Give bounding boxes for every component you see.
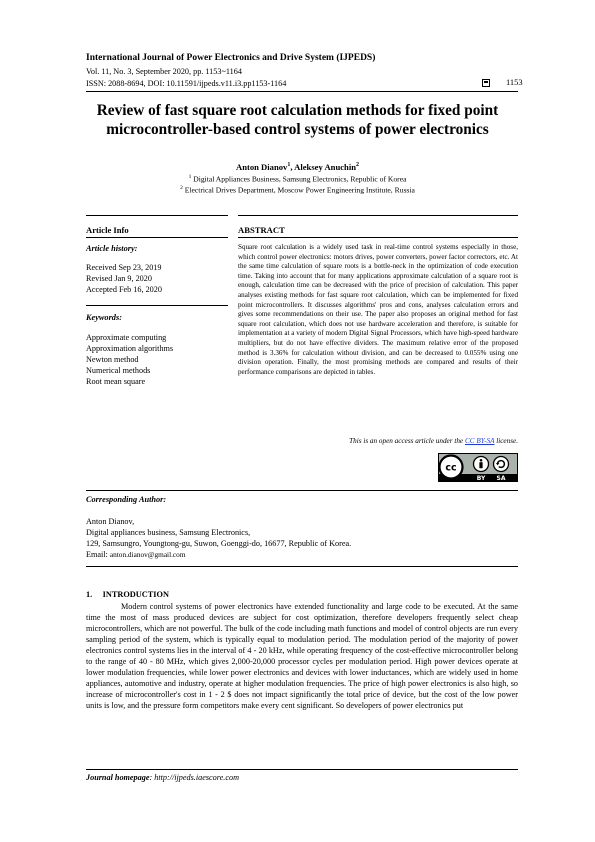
keyword-item: Approximation algorithms <box>86 344 174 353</box>
author-1-sup: 1 <box>287 162 291 169</box>
volume-line: Vol. 11, No. 3, September 2020, pp. 1153~1164 <box>86 67 242 76</box>
author-2-sup: 2 <box>356 162 359 169</box>
corresponding-line: 129, Samsungro, Youngtong-gu, Suwon, Goenggi-do, 16677, Republic of Korea. <box>86 539 352 548</box>
history-accepted: Accepted Feb 16, 2020 <box>86 285 162 294</box>
homepage-url[interactable]: : http://ijpeds.iaescore.com <box>149 773 239 782</box>
history-rule <box>86 305 228 306</box>
info-rule <box>86 237 228 238</box>
abstract-top-rule <box>238 215 518 216</box>
cc-license-icon <box>438 453 518 482</box>
abstract-rule <box>238 237 518 238</box>
corresponding-details <box>86 516 351 560</box>
corresponding-label: Corresponding Author: <box>86 495 167 504</box>
keywords-label: Keywords: <box>86 313 122 322</box>
history-revised: Revised Jan 9, 2020 <box>86 274 152 283</box>
abstract-bottom-rule <box>86 490 518 491</box>
introduction-text: Modern control systems of power electronics have extended functionality and large code to be executed. At the same time the most of mass produced devices are subject for cost optimization, therefore developers frequently select cheap microcontrollers, which are not powerful. The bulk of the code including math functions and model of control objects are run every sampling period of the system, which is typically equal to modulation period. The modulation period of the majority of power electronics control systems lies in the interval of 4 - 20 kHz, while operating frequency of the cost-effective microcontroller belong to the range of 40 - 80 MHz, which gives 2,000-20,000 processor cycles per modulation period. High power devices operate at lower modulation frequencies, while lower power electronics and devices with lower inductances, which are widely used in home appliances, automotive and industry, operate at higher modulation frequencies. The price of high power electronics is also high, so increase of microcontroller's cost in 1 - 2 $ does not impact significantly the total price of device, but the cost of the low power units is low, and the pressure form competitors make every cent significant. So developers of power electronics put <box>86 602 518 710</box>
journal-name: International Journal of Power Electronics and Drive System (IJPEDS) <box>86 53 376 63</box>
keywords-list <box>86 332 173 387</box>
corresponding-bottom-rule <box>86 566 518 567</box>
email-link[interactable]: anton.dianov@gmail.com <box>109 550 186 559</box>
page-number: 1153 <box>506 77 523 87</box>
cc-by-sa-badge[interactable] <box>438 453 518 482</box>
article-info-heading: Article Info <box>86 225 129 235</box>
homepage-label: Journal homepage <box>86 773 150 782</box>
paper-title <box>60 101 535 139</box>
abstract-text: Square root calculation is a widely used task in real-time control systems especially in those, which control power electronics: motors drives, power converters, power factor correctors, etc. At the same time calculation of square roots is a bottle-neck in the optimization of code execution time. Taking into account that for many applications approximate calculation of a square root is enough, calculation time can be decreased with the price of precision of calculation. This paper analyses existing methods for fast square root calculation, which can be implemented for fixed point microcontrollers. It discusses algorithms' pros and cons, analyses calculation errors and gives some recommendations on their use. The paper also proposes an original method for fast square root calculation, which does not use hardware acceleration and therefore, is suitable for implementation at a variety of modern Digital Signal Processors, which have high-speed hardware multipliers, but do not have effective dividers. The maximum relative error of the proposed method is 3.36% for calculation without division, and can be decreased to 0.055% using one division operation. Finally, the most promising methods are compared and results of their performance comparisons are depicted in tables. <box>238 243 518 376</box>
history-list <box>86 262 162 295</box>
author-1: Anton Dianov <box>235 162 288 172</box>
open-access-note: This is an open access article under the CC BY-SA license. <box>349 437 518 445</box>
footer-rule <box>86 769 518 770</box>
affiliation-1: $^1$ Digital Appliances Business, Samsung Electronics, Republic of Korea <box>188 174 407 184</box>
cc-sa-label: SA <box>496 475 506 482</box>
info-top-rule <box>86 215 228 216</box>
title-line-1: Review of fast square root calculation methods for fixed point <box>96 102 499 119</box>
header-divider <box>86 91 518 92</box>
author-2: , Aleksey Anuchin <box>290 162 356 172</box>
cc-by-label: BY <box>476 475 486 482</box>
corresponding-line: Anton Dianov, <box>86 517 135 526</box>
history-received: Received Sep 23, 2019 <box>86 263 162 272</box>
introduction-heading: 1. INTRODUCTION <box>86 590 169 599</box>
author-list <box>60 162 535 172</box>
keyword-item: Root mean square <box>86 377 146 386</box>
cc-by-sa-link[interactable]: CC BY-SA <box>464 437 495 445</box>
keyword-item: Numerical methods <box>86 366 151 375</box>
title-line-2: microcontroller-based control systems of power electronics <box>106 121 489 138</box>
issn-line: ISSN: 2088-8694, DOI: 10.11591/ijpeds.v11.i3.pp1153-1164 <box>86 79 287 88</box>
keyword-item: Approximate computing <box>86 333 167 342</box>
abstract-heading: ABSTRACT <box>238 225 285 235</box>
journal-homepage <box>86 773 239 782</box>
keyword-item: Newton method <box>86 355 139 364</box>
corresponding-line: Digital appliances business, Samsung Electronics, <box>86 528 251 537</box>
history-label: Article history: <box>86 244 138 253</box>
affiliation-2: $^2$ Electrical Drives Department, Moscow Power Engineering Institute, Russia <box>180 185 415 195</box>
journal-book-icon <box>482 79 490 87</box>
corresponding-email: Email: anton.dianov@gmail.com <box>86 550 186 559</box>
svg-text:cc: cc <box>445 462 457 474</box>
